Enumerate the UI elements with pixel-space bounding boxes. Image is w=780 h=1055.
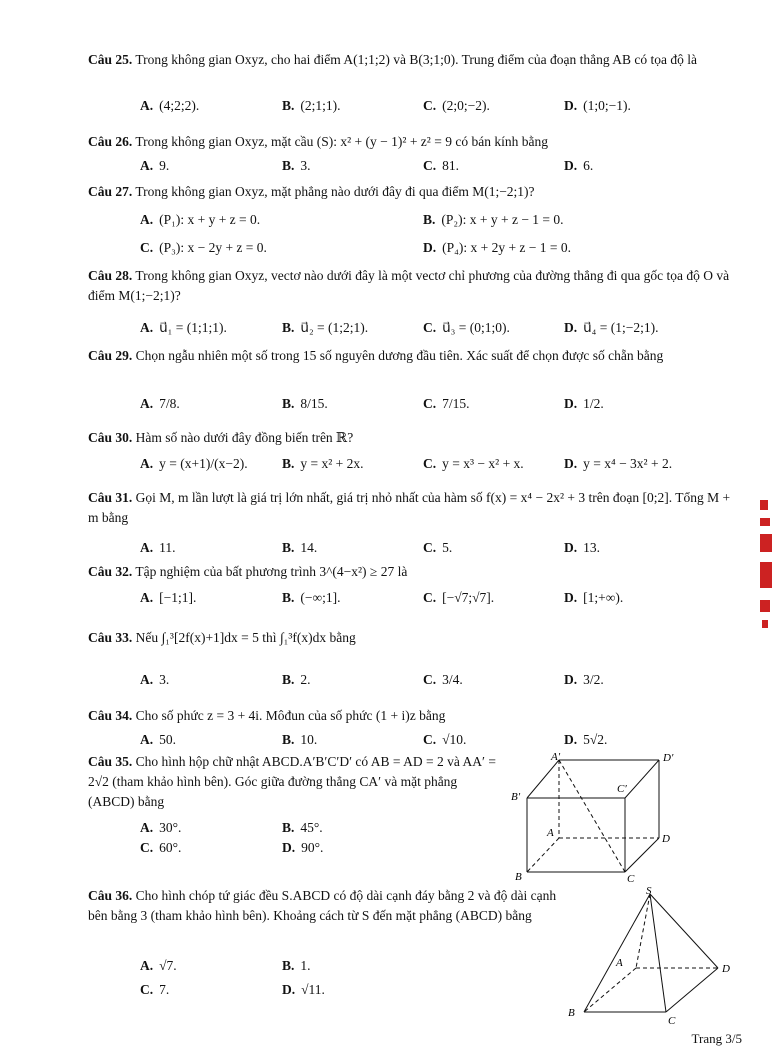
- label-b: B: [515, 871, 522, 883]
- question-text: Chọn ngẫu nhiên một số trong 15 số nguyên dương đầu tiên. Xác suất để chọn được số chẵn bằng: [135, 348, 664, 363]
- option-d: D. u⃗₄ = (1;−2;1).: [564, 320, 659, 335]
- option-a: A. 11.: [140, 540, 176, 555]
- label-d1: D′: [663, 752, 674, 764]
- label-a: A: [547, 827, 554, 839]
- option-c: C. [−√7;√7].: [423, 590, 495, 605]
- option-b: B. 8/15.: [282, 396, 328, 411]
- question-number: Câu 27.: [88, 184, 133, 199]
- option-a: A. 50.: [140, 732, 176, 747]
- option-d: D. 1/2.: [564, 396, 604, 411]
- label-c1: C′: [617, 783, 627, 795]
- options-30: [140, 456, 740, 476]
- option-d: D. 90°.: [282, 840, 324, 855]
- option-a: A. y = (x+1)/(x−2).: [140, 456, 248, 471]
- option-b: B. y = x² + 2x.: [282, 456, 364, 471]
- option-a: A. 7/8.: [140, 396, 180, 411]
- option-b: B. (P₂): x + y + z − 1 = 0.: [423, 212, 564, 227]
- question-33: [88, 628, 738, 648]
- option-c: C. 7.: [140, 982, 170, 997]
- option-c: C. 3/4.: [423, 672, 463, 687]
- option-b: B. 1.: [282, 958, 311, 973]
- option-b: B. 45°.: [282, 820, 323, 835]
- question-36: [88, 886, 558, 926]
- label-c: C: [627, 873, 635, 884]
- options-35-row2: [140, 840, 440, 860]
- label-s: S: [646, 885, 652, 897]
- options-35-row1: [140, 820, 440, 840]
- label-b1: B′: [511, 791, 521, 803]
- option-b: B. 14.: [282, 540, 318, 555]
- options-32: [140, 590, 740, 610]
- question-number: Câu 36.: [88, 888, 133, 903]
- option-a: A. 3.: [140, 672, 170, 687]
- option-a: A. √7.: [140, 958, 177, 973]
- question-31: [88, 488, 738, 528]
- question-number: Câu 26.: [88, 134, 133, 149]
- question-number: Câu 34.: [88, 708, 133, 723]
- label-b: B: [568, 1007, 575, 1019]
- question-number: Câu 25.: [88, 52, 133, 67]
- option-c: C. y = x³ − x² + x.: [423, 456, 524, 471]
- options-36-row2: [140, 982, 440, 1002]
- figure-rectangular-box: [505, 752, 690, 884]
- stamp-decoration: [756, 470, 776, 670]
- question-35: [88, 752, 498, 812]
- options-31: [140, 540, 740, 560]
- question-text: Trong không gian Oxyz, mặt phẳng nào dưới đây đi qua điểm M(1;−2;1)?: [135, 184, 535, 199]
- question-number: Câu 32.: [88, 564, 133, 579]
- label-c: C: [668, 1015, 676, 1026]
- option-c: C. 60°.: [140, 840, 182, 855]
- question-number: Câu 29.: [88, 348, 133, 363]
- question-number: Câu 30.: [88, 430, 133, 445]
- option-c: C. u⃗₃ = (0;1;0).: [423, 320, 510, 335]
- figure-pyramid: [562, 884, 742, 1026]
- label-a1: A′: [551, 752, 561, 763]
- question-text: Nếu ∫₁³[2f(x)+1]dx = 5 thì ∫₁³f(x)dx bằng: [135, 630, 356, 645]
- options-36-row1: [140, 958, 440, 978]
- label-d: D: [662, 833, 670, 845]
- option-c: C. 7/15.: [423, 396, 470, 411]
- option-d: D. √11.: [282, 982, 325, 997]
- options-28: [140, 320, 740, 340]
- option-c: C. (2;0;−2).: [423, 98, 490, 113]
- options-26: [140, 158, 740, 178]
- option-d: D. y = x⁴ − 3x² + 2.: [564, 456, 673, 471]
- option-c: C. √10.: [423, 732, 467, 747]
- option-c: C. (P₃): x − 2y + z = 0.: [140, 240, 267, 255]
- option-b: B. 2.: [282, 672, 311, 687]
- question-32: [88, 562, 738, 582]
- question-text: Trong không gian Oxyz, vectơ nào dưới đây là một vectơ chỉ phương của đường thẳng đi qua gốc tọa độ O và điểm M(1;−2;1)?: [88, 268, 730, 303]
- option-c: C. 5.: [423, 540, 453, 555]
- question-number: Câu 33.: [88, 630, 133, 645]
- option-a: A. (P₁): x + y + z = 0.: [140, 212, 261, 227]
- options-27-row1: [140, 212, 740, 232]
- options-29: [140, 396, 740, 416]
- option-d: D. 5√2.: [564, 732, 608, 747]
- options-34: [140, 732, 740, 752]
- question-number: Câu 28.: [88, 268, 133, 283]
- option-d: D. [1;+∞).: [564, 590, 624, 605]
- question-text: Cho số phức z = 3 + 4i. Môđun của số phức (1 + i)z bằng: [135, 708, 446, 723]
- option-b: B. (−∞;1].: [282, 590, 341, 605]
- question-34: [88, 706, 738, 726]
- question-number: Câu 35.: [88, 754, 133, 769]
- options-27-row2: [140, 240, 740, 260]
- question-28: [88, 266, 738, 306]
- label-d: D: [722, 963, 730, 975]
- question-25: [88, 50, 738, 70]
- options-25: [140, 98, 740, 118]
- option-a: A. (4;2;2).: [140, 98, 200, 113]
- question-text: Hàm số nào dưới đây đồng biến trên ℝ?: [135, 430, 354, 445]
- option-b: B. 3.: [282, 158, 311, 173]
- option-d: D. 6.: [564, 158, 594, 173]
- question-text: Tập nghiệm của bất phương trình 3^(4−x²) ≥ 27 là: [135, 564, 408, 579]
- question-text: Cho hình hộp chữ nhật ABCD.A′B′C′D′ có AB = AD = 2 và AA′ = 2√2 (tham khảo hình bên). Góc giữa đường thẳng CA′ và mặt phẳng (ABCD) bằng: [88, 754, 496, 809]
- question-number: Câu 31.: [88, 490, 133, 505]
- question-text: Trong không gian Oxyz, cho hai điểm A(1;1;2) và B(3;1;0). Trung điểm của đoạn thẳng AB có tọa độ là: [135, 52, 697, 67]
- question-30: [88, 428, 738, 448]
- question-text: Gọi M, m lần lượt là giá trị lớn nhất, giá trị nhỏ nhất của hàm số f(x) = x⁴ − 2x² + 3 trên đoạn [0;2]. Tổng M + m bằng: [88, 490, 731, 525]
- option-a: A. [−1;1].: [140, 590, 197, 605]
- option-b: B. (2;1;1).: [282, 98, 341, 113]
- page-number: Trang 3/5: [691, 1031, 742, 1046]
- option-b: B. 10.: [282, 732, 318, 747]
- options-33: [140, 672, 740, 692]
- option-d: D. 13.: [564, 540, 600, 555]
- option-a: A. 30°.: [140, 820, 182, 835]
- option-a: A. u⃗₁ = (1;1;1).: [140, 320, 227, 335]
- question-text: Trong không gian Oxyz, mặt cầu (S): x² + (y − 1)² + z² = 9 có bán kính bằng: [135, 134, 548, 149]
- option-d: D. 3/2.: [564, 672, 604, 687]
- question-26: [88, 132, 738, 152]
- question-text: Cho hình chóp tứ giác đều S.ABCD có độ dài cạnh đáy bằng 2 và độ dài cạnh bên bằng 3 (tham khảo hình bên). Khoảng cách từ S đến mặt phẳng (ABCD) bằng: [88, 888, 557, 923]
- option-b: B. u⃗₂ = (1;2;1).: [282, 320, 369, 335]
- option-d: D. (1;0;−1).: [564, 98, 631, 113]
- label-a: A: [616, 957, 623, 969]
- option-a: A. 9.: [140, 158, 170, 173]
- option-c: C. 81.: [423, 158, 459, 173]
- question-27: [88, 182, 738, 202]
- question-29: [88, 346, 738, 366]
- option-d: D. (P₄): x + 2y + z − 1 = 0.: [423, 240, 572, 255]
